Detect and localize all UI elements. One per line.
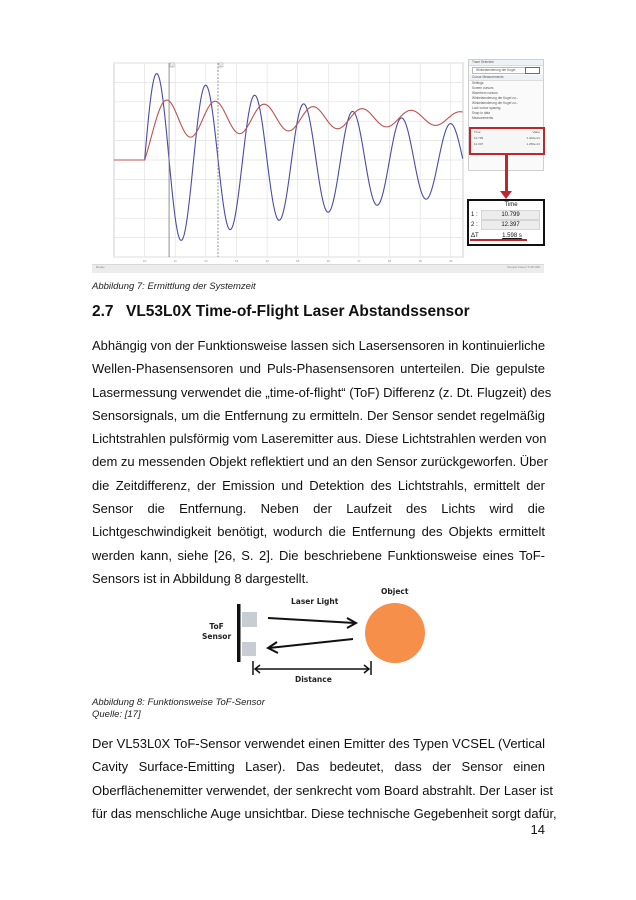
emitter-block bbox=[242, 612, 257, 627]
scope-chart bbox=[92, 57, 465, 264]
figure-8-caption bbox=[92, 697, 265, 721]
settings-label: Settings bbox=[472, 81, 484, 85]
scope-statusbar bbox=[92, 264, 544, 273]
section-title: VL53L0X Time-of-Flight Laser Abstandssensor bbox=[126, 303, 470, 320]
laser-arrow-return bbox=[268, 639, 353, 653]
inset-row-label: 2 : bbox=[471, 222, 478, 228]
screen-cursors-option: Screen cursors bbox=[472, 86, 494, 90]
figure-8-diagram bbox=[195, 582, 435, 690]
x-tick-label: 11 bbox=[173, 259, 177, 263]
delta-label: ΔT bbox=[471, 232, 479, 239]
receiver-block bbox=[242, 642, 256, 656]
waveform-cursors-option: Waveform cursors bbox=[472, 91, 498, 95]
m1-time: 10.799 bbox=[474, 136, 484, 140]
x-tick-label: 18 bbox=[387, 259, 392, 263]
status-right: Sample based T=20.000 bbox=[507, 265, 540, 269]
figure-7 bbox=[92, 57, 544, 272]
cursor1-signal: Winkelaenderung der Kugel zu... bbox=[472, 96, 519, 100]
text-line: Sensors ist in Abbildung 8 dargestellt. bbox=[92, 570, 309, 586]
laser-light-label: Laser Light bbox=[291, 597, 339, 606]
x-tick-label: 10 bbox=[142, 259, 147, 263]
callout-arrow-head bbox=[500, 191, 512, 199]
cursor2-signal: Winkelaenderung der Kugel zu... bbox=[472, 101, 519, 105]
text-line: Wellen-Phasensensoren und Puls-Phasensensoren unterteilen. Die gepulste bbox=[92, 361, 545, 377]
col-time: Time bbox=[474, 130, 481, 134]
inset-row-value: 12.397 bbox=[481, 220, 540, 230]
section-number: 2.7 bbox=[92, 303, 114, 320]
text-line: dem zu messenden Objekt reflektiert und an den Sensor zurückgeworfen. Über bbox=[92, 454, 548, 470]
text-line: Cavity Surface-Emitting Laser). Das bedeutet, dass der Sensor einen bbox=[92, 759, 545, 775]
text-line: Lichtgeschwindigkeit benötigt, wodurch die Entfernung des Objekts ermittelt bbox=[92, 524, 545, 540]
text-line: Sensor die Entfernung. Neben der Laufzeit des Lichts wird die bbox=[92, 501, 545, 517]
x-tick-label: 14 bbox=[265, 259, 269, 263]
paragraph-2 bbox=[92, 732, 557, 825]
x-tick-label: 16 bbox=[326, 259, 330, 263]
text-line: Lasermessung verwendet die „time-of-flight“ (ToF) Differenz (z. Dt. Flugzeit) des bbox=[92, 384, 552, 400]
page-number: 14 bbox=[530, 822, 545, 837]
tof-sensor-label bbox=[202, 622, 231, 642]
figure-8-caption-text: Abbildung 8: Funktionsweise ToF-Sensor bbox=[92, 697, 265, 708]
x-tick-label: 17 bbox=[357, 259, 361, 263]
m2-time: 12.397 bbox=[474, 142, 484, 146]
x-tick-label: 19 bbox=[418, 259, 422, 263]
time-inset bbox=[467, 199, 545, 246]
trace-selection-header: Trace Selection bbox=[469, 60, 543, 66]
text-line: die Zeitdifferenz, der Emission und Detektion des Lichtstrahls, ermittelt der bbox=[92, 477, 545, 493]
text-line: Der VL53L0X ToF-Sensor verwendet einen Emitter des Typen VCSEL (Vertical bbox=[92, 736, 545, 751]
m1-value: 1.402e-01 bbox=[526, 136, 540, 140]
object-circle bbox=[365, 603, 425, 663]
tof-sensor-label-line1: ToF bbox=[209, 622, 224, 631]
figure-7-caption: Abbildung 7: Ermittlung der Systemzeit bbox=[92, 281, 256, 292]
text-line: für das menschliche Auge unsichtbar. Diese technische Gegebenheit sorgt dafür, bbox=[92, 805, 557, 821]
inset-row bbox=[469, 220, 543, 230]
section-heading bbox=[92, 303, 470, 321]
inset-row-value: 10.799 bbox=[481, 210, 540, 220]
trace-color-swatch bbox=[525, 67, 540, 74]
figure-8-source: Quelle: [17] bbox=[92, 709, 141, 720]
inset-title: Time bbox=[504, 202, 518, 208]
status-left: Ready bbox=[96, 265, 105, 269]
inset-delta-row bbox=[469, 230, 543, 241]
m2-value: 1.256e-01 bbox=[526, 142, 540, 146]
scope-plot bbox=[92, 57, 465, 272]
measurements-label: Measurements bbox=[472, 116, 494, 120]
text-line: Sensorsignals, um die Entfernung zu ermitteln. Der Sensor sendet regelmäßig bbox=[92, 407, 545, 423]
callout-arrow-shaft bbox=[505, 155, 508, 193]
object-label: Object bbox=[381, 587, 409, 596]
x-tick-label: 20 bbox=[449, 259, 453, 263]
lock-cursor-spacing: Lock cursor spacing bbox=[472, 106, 501, 110]
inset-row bbox=[469, 210, 543, 220]
cursor-tag-label: 1 bbox=[171, 63, 173, 68]
x-tick-label: 15 bbox=[296, 259, 300, 263]
delta-underline bbox=[470, 239, 527, 241]
measurements-table-highlight bbox=[469, 127, 545, 155]
x-tick-label: 12 bbox=[204, 259, 208, 263]
text-line: Lichtstrahlen pulsförmig vom Laseremitter aus. Diese Lichtstrahlen werden von bbox=[92, 431, 547, 447]
cursor-measurements-header: Cursor Measurements bbox=[469, 75, 543, 81]
laser-arrow-out bbox=[268, 618, 356, 628]
distance-label: Distance bbox=[295, 675, 332, 684]
text-line: Abhängig von der Funktionsweise lassen sich Lasersensoren in kontinuierliche bbox=[92, 338, 546, 353]
distance-arrow bbox=[253, 661, 371, 675]
delta-value: 1.598 s bbox=[502, 232, 522, 239]
paragraph-1 bbox=[92, 334, 552, 590]
text-line: Oberflächenemitter verwendet, der senkrecht vom Board abstrahlt. Der Laser ist bbox=[92, 782, 553, 798]
inset-row-label: 1 : bbox=[471, 212, 478, 218]
col-value: Value bbox=[532, 130, 540, 134]
cursor-tag-label: 2 bbox=[220, 63, 222, 68]
tof-sensor-label-line2: Sensor bbox=[202, 632, 232, 641]
trace-selection-value: Winkelaenderung der Kugel bbox=[476, 68, 516, 72]
measurement-row bbox=[471, 141, 543, 147]
snap-to-data: Snap to data bbox=[472, 111, 491, 115]
sensor-board bbox=[237, 604, 241, 662]
x-tick-label: 13 bbox=[234, 259, 239, 263]
text-line: werden kann, siehe [26, S. 2]. Die beschriebene Funktionsweise eines ToF- bbox=[92, 547, 545, 563]
